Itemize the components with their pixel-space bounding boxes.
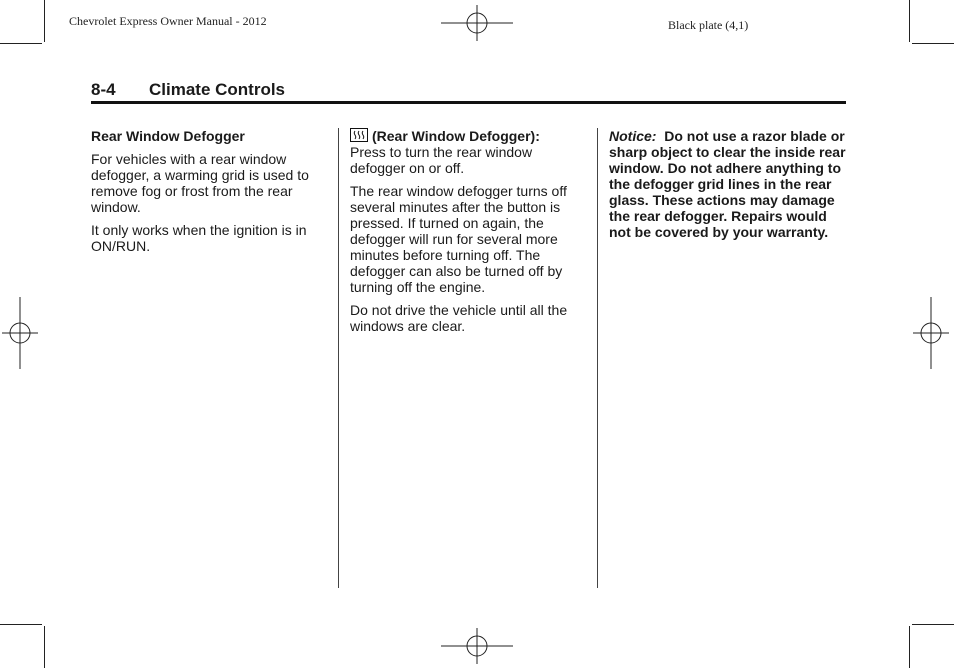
crop-mark	[0, 624, 42, 625]
section-number: 8-4	[91, 80, 116, 99]
paragraph: It only works when the ignition is in ON/RUN.	[91, 222, 307, 254]
paragraph: For vehicles with a rear window defogger, a warming grid is used to remove fog or frost from the rear window.	[91, 151, 309, 215]
notice	[609, 128, 849, 240]
control-description: Press to turn the rear window defogger on or off.	[350, 144, 533, 176]
section-rule	[91, 101, 846, 104]
registration-mark-right	[913, 297, 949, 369]
column-divider	[338, 128, 339, 588]
crop-mark	[912, 43, 954, 44]
control-label: (Rear Window Defogger):	[372, 128, 540, 144]
registration-mark-bottom	[441, 628, 513, 664]
column-1	[91, 128, 319, 261]
crop-mark	[44, 626, 45, 668]
subsection-title: Rear Window Defogger	[91, 128, 245, 144]
registration-mark-top	[441, 5, 513, 41]
column-2	[350, 128, 582, 341]
notice-label: Notice:	[609, 128, 657, 144]
crop-mark	[44, 0, 45, 42]
paragraph: Do not drive the vehicle until all the windows are clear.	[350, 302, 568, 334]
notice-text: Do not use a razor blade or sharp object to clear the inside rear window. Do not adhere anything to the defogger grid lines in the rear glass. These actions may damage the rear defogger. Repairs would not be covered by your warranty.	[609, 128, 846, 240]
crop-mark	[909, 0, 910, 42]
paragraph: The rear window defogger turns off several minutes after the button is pressed. If turned on again, the defogger will run for several more minutes before turning off. The defogger can also be turned off by turning off the engine.	[350, 183, 567, 295]
section-heading	[91, 80, 285, 100]
rear-defogger-icon	[350, 128, 368, 142]
crop-mark	[0, 43, 42, 44]
paragraph	[350, 128, 582, 176]
manual-title: Chevrolet Express Owner Manual - 2012	[69, 14, 267, 28]
crop-mark	[912, 624, 954, 625]
plate-label: Black plate (4,1)	[668, 18, 749, 32]
registration-mark-left	[2, 297, 38, 369]
section-title: Climate Controls	[149, 80, 286, 99]
crop-mark	[909, 626, 910, 668]
column-3	[609, 128, 849, 247]
column-divider	[597, 128, 598, 588]
